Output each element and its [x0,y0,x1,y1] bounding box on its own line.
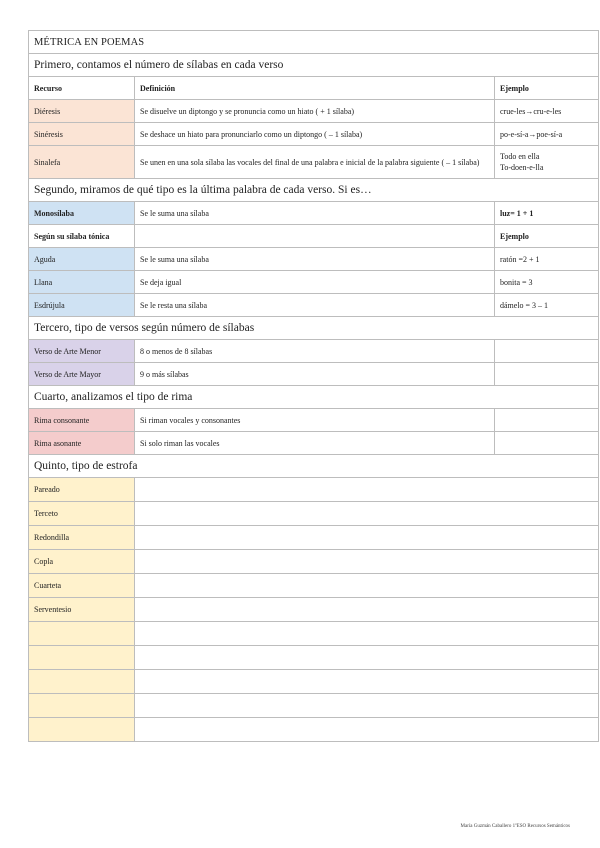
recurso-definition: Se deshace un hiato para pronunciarlo como un diptongo ( – 1 sílaba) [135,123,495,146]
section2-heading: Segundo, miramos de qué tipo es la última palabra de cada verso. Si es… [29,179,599,202]
table-row [29,622,599,646]
estrofa-blank [29,646,135,670]
empty-cell [495,409,599,432]
section3-heading: Tercero, tipo de versos según número de sílabas [29,317,599,340]
empty-cell [135,694,599,718]
empty-cell [135,574,599,598]
table-row [29,248,599,271]
palabra-example: ratón =2 + 1 [495,248,599,271]
recurso-name: Sinéresis [29,123,135,146]
header-recurso: Recurso [29,77,135,100]
estrofa-blank [29,694,135,718]
rima-type: Rima asonante [29,432,135,455]
table-row [29,646,599,670]
empty-cell [135,502,599,526]
verso-type: Verso de Arte Menor [29,340,135,363]
empty-cell [135,598,599,622]
table-row [29,146,599,179]
estrofa-blank [29,670,135,694]
table-row [29,100,599,123]
rima-type: Rima consonante [29,409,135,432]
palabra-rule: Se le resta una sílaba [135,294,495,317]
palabra-rule: Se le suma una sílaba [135,248,495,271]
palabra-type: Aguda [29,248,135,271]
rima-definition: Si riman vocales y consonantes [135,409,495,432]
verso-type: Verso de Arte Mayor [29,363,135,386]
estrofa-type: Copla [29,550,135,574]
palabra-type: Monosílaba [29,202,135,225]
recurso-definition: Se unen en una sola sílaba las vocales del final de una palabra e inicial de la palabra siguiente ( – 1 sílaba) [135,146,495,179]
palabra-example: dámelo = 3 – 1 [495,294,599,317]
page-title: MÉTRICA EN POEMAS [29,31,599,54]
rima-definition: Si solo riman las vocales [135,432,495,455]
empty-cell [135,622,599,646]
table-row [29,432,599,455]
table-row [29,526,599,550]
palabra-rule: Se deja igual [135,271,495,294]
empty-cell [135,718,599,742]
table-row [29,574,599,598]
estrofa-blank [29,718,135,742]
estrofa-type: Pareado [29,478,135,502]
recurso-name: Diéresis [29,100,135,123]
recurso-example: Todo en ella To-doen-e-lla [495,146,599,179]
palabra-example: luz= 1 + 1 [495,202,599,225]
table-row [29,409,599,432]
table-row [29,598,599,622]
recurso-name: Sinalefa [29,146,135,179]
estrofa-type: Cuarteta [29,574,135,598]
section1-heading: Primero, contamos el número de sílabas en cada verso [29,54,599,77]
table-row [29,478,599,502]
empty-cell [495,363,599,386]
palabra-example: bonita = 3 [495,271,599,294]
estrofa-type: Serventesio [29,598,135,622]
empty-cell [135,646,599,670]
header-silaba-tonica: Según su sílaba tónica [29,225,135,248]
section5-heading: Quinto, tipo de estrofa [29,455,599,478]
header-ejemplo: Ejemplo [495,77,599,100]
header-ejemplo-2: Ejemplo [495,225,599,248]
palabra-type: Llana [29,271,135,294]
table-row [29,271,599,294]
table-row [29,202,599,225]
header-empty [135,225,495,248]
estrofa-type: Terceto [29,502,135,526]
recurso-example: po-e-sí-a→poe-sí-a [495,123,599,146]
table-row [29,502,599,526]
footer-credit: María Guzmán Caballero 1ºESO Recursos Semánticos [460,824,570,829]
empty-cell [135,478,599,502]
metrica-table [28,30,599,742]
estrofa-type: Redondilla [29,526,135,550]
table-row [29,123,599,146]
palabra-rule: Se le suma una sílaba [135,202,495,225]
table-row [29,363,599,386]
recurso-example: crue-les→cru-e-les [495,100,599,123]
palabra-type: Esdrújula [29,294,135,317]
table-row [29,340,599,363]
table-row [29,694,599,718]
table-row [29,294,599,317]
empty-cell [135,550,599,574]
recurso-definition: Se disuelve un diptongo y se pronuncia como un hiato ( + 1 sílaba) [135,100,495,123]
empty-cell [135,670,599,694]
header-definicion: Definición [135,77,495,100]
table-row [29,550,599,574]
table-row [29,670,599,694]
empty-cell [495,432,599,455]
verso-definition: 9 o más sílabas [135,363,495,386]
table-row [29,718,599,742]
verso-definition: 8 o menos de 8 sílabas [135,340,495,363]
section4-heading: Cuarto, analizamos el tipo de rima [29,386,599,409]
estrofa-blank [29,622,135,646]
empty-cell [495,340,599,363]
empty-cell [135,526,599,550]
